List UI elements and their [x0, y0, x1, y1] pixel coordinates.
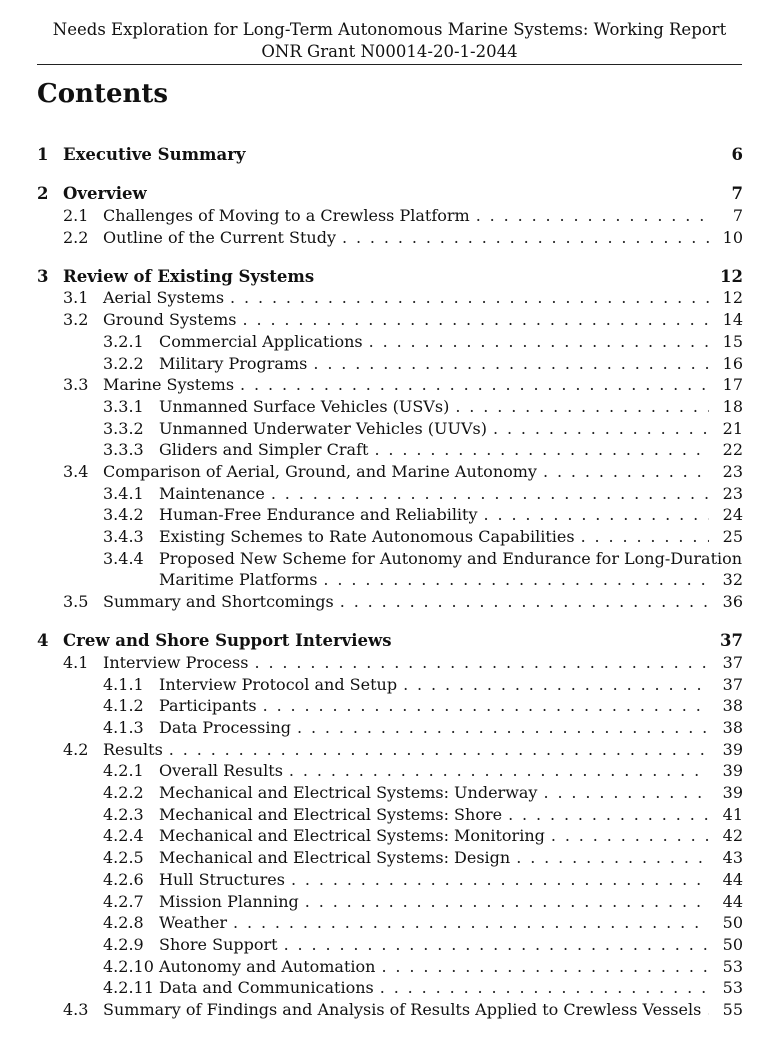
- toc-subsection-row[interactable]: [37, 977, 743, 999]
- entry-page-number: 38: [722, 718, 743, 737]
- entry-number: 3.4.3: [103, 527, 144, 546]
- table-of-contents: [37, 144, 743, 1021]
- toc-subsection-row[interactable]: [37, 804, 743, 826]
- entry-number: 4.2: [63, 739, 89, 759]
- entry-page-number: 39: [722, 783, 743, 803]
- dot-leader: [374, 439, 709, 461]
- entry-page-number: 37: [722, 674, 743, 694]
- toc-subsection-row[interactable]: [37, 483, 743, 505]
- entry-title: Summary and Shortcomings: [103, 592, 334, 612]
- toc-section-row[interactable]: [37, 591, 743, 613]
- entry-number: 3.4: [63, 461, 89, 481]
- entry-number: 3.3: [63, 375, 89, 395]
- entry-title: Shore Support: [159, 934, 278, 954]
- entry-number: 4.1.2: [103, 696, 144, 716]
- entry-page-number: 22: [722, 440, 743, 460]
- entry-title: Aerial Systems: [103, 288, 225, 308]
- entry-title: Mechanical and Electrical Systems: Underway: [159, 783, 538, 803]
- toc-subsection-row[interactable]: [37, 418, 743, 440]
- entry-page-number: 23: [722, 461, 743, 481]
- entry-title: Data Processing: [159, 718, 291, 737]
- dot-leader: [707, 999, 709, 1021]
- toc-subsection-row[interactable]: [37, 695, 743, 717]
- page-title: Contents: [37, 79, 169, 109]
- entry-page-number: 53: [722, 956, 743, 976]
- entry-page-number: 12: [722, 288, 743, 308]
- chapter-page-number: 7: [731, 184, 743, 204]
- entry-page-number: 21: [722, 418, 743, 438]
- entry-title: Mechanical and Electrical Systems: Shore: [159, 804, 503, 824]
- entry-number: 4.2.2: [103, 783, 144, 803]
- entry-number: 3.4.1: [103, 483, 144, 503]
- entry-page-number: 18: [722, 396, 743, 416]
- toc-section-row[interactable]: [37, 999, 743, 1021]
- dot-leader: [551, 825, 709, 847]
- toc-subsection-row[interactable]: [37, 825, 743, 847]
- entry-title: Interview Protocol and Setup: [159, 674, 398, 694]
- entry-page-number: 44: [722, 869, 743, 889]
- chapter-title: Crew and Shore Support Interviews: [63, 631, 392, 651]
- toc-subsection-row[interactable]: [37, 353, 743, 375]
- entry-title: Autonomy and Automation: [159, 956, 376, 976]
- dot-leader: [484, 504, 709, 526]
- toc-subsection-row[interactable]: [37, 548, 743, 570]
- dot-leader: [240, 374, 709, 396]
- toc-subsection-row[interactable]: [37, 439, 743, 461]
- entry-number: 2.2: [63, 227, 89, 247]
- dot-leader: [284, 934, 709, 956]
- toc-chapter-row[interactable]: [37, 144, 743, 166]
- entry-number: 3.5: [63, 592, 89, 612]
- entry-page-number: 38: [722, 696, 743, 716]
- dot-leader: [297, 717, 709, 739]
- dot-leader: [543, 782, 709, 804]
- entry-page-number: 55: [722, 999, 743, 1019]
- entry-number: 4.2.3: [103, 804, 144, 824]
- entry-number: 4.2.11: [103, 978, 154, 998]
- toc-subsection-row[interactable]: [37, 396, 743, 418]
- entry-title: Summary of Findings and Analysis of Results Applied to Crewless Vessels: [103, 999, 702, 1019]
- dot-leader: [169, 739, 709, 761]
- toc-section-row[interactable]: [37, 652, 743, 674]
- report-title: Needs Exploration for Long-Term Autonomous Marine Systems: Working Report: [52, 20, 727, 39]
- toc-subsection-row[interactable]: [37, 782, 743, 804]
- toc-section-row[interactable]: [37, 287, 743, 309]
- entry-page-number: 24: [722, 505, 743, 525]
- toc-section-row[interactable]: [37, 205, 743, 227]
- entry-title: Marine Systems: [103, 375, 235, 395]
- dot-leader: [516, 847, 709, 869]
- entry-title: Overall Results: [159, 761, 283, 781]
- entry-title: Gliders and Simpler Craft: [159, 440, 369, 460]
- toc-section-row[interactable]: [37, 461, 743, 483]
- entry-number: 3.3.3: [103, 440, 144, 460]
- dot-leader: [230, 287, 709, 309]
- grant-number: ONR Grant N00014-20-1-2044: [261, 42, 518, 61]
- entry-title: Interview Process: [103, 652, 249, 672]
- entry-title: Unmanned Surface Vehicles (USVs): [159, 396, 450, 416]
- chapter-gap: [37, 248, 743, 266]
- entry-title: Maritime Platforms: [159, 570, 318, 590]
- entry-number: 4.2.9: [103, 934, 144, 954]
- entry-title: Unmanned Underwater Vehicles (UUVs): [159, 418, 487, 438]
- entry-page-number: 53: [722, 978, 743, 998]
- entry-number: 2.1: [63, 205, 89, 225]
- dot-leader: [581, 526, 709, 548]
- dot-leader: [369, 331, 709, 353]
- entry-page-number: 15: [722, 331, 743, 351]
- toc-chapter-row[interactable]: [37, 630, 743, 652]
- entry-title: Proposed New Scheme for Autonomy and Endurance for Long-Duration: [159, 548, 743, 568]
- entry-title: Outline of the Current Study: [103, 227, 336, 247]
- chapter-number: 3: [37, 266, 49, 286]
- entry-title: Comparison of Aerial, Ground, and Marine Autonomy: [103, 461, 537, 481]
- toc-subsection-row[interactable]: [37, 331, 743, 353]
- chapter-page-number: 12: [720, 266, 743, 286]
- dot-leader: [543, 461, 709, 483]
- toc-continuation-row[interactable]: [37, 569, 743, 591]
- dot-leader: [380, 977, 709, 999]
- dot-leader: [342, 227, 709, 249]
- chapter-number: 1: [37, 145, 49, 164]
- entry-title: Results: [103, 739, 163, 759]
- entry-title: Data and Communications: [159, 978, 374, 998]
- dot-leader: [476, 205, 709, 227]
- entry-title: Weather: [159, 913, 227, 933]
- entry-page-number: 23: [722, 483, 743, 503]
- entry-title: Maintenance: [159, 483, 265, 503]
- entry-title: Hull Structures: [159, 869, 285, 889]
- toc-section-row[interactable]: [37, 739, 743, 761]
- chapter-number: 2: [37, 184, 49, 204]
- toc-subsection-row[interactable]: [37, 934, 743, 956]
- toc-subsection-row[interactable]: [37, 912, 743, 934]
- chapter-title: Overview: [63, 184, 147, 204]
- dot-leader: [271, 483, 709, 505]
- entry-title: Mission Planning: [159, 891, 299, 911]
- entry-number: 3.3.1: [103, 396, 144, 416]
- toc-section-row[interactable]: [37, 227, 743, 249]
- entry-page-number: 32: [722, 570, 743, 590]
- toc-subsection-row[interactable]: [37, 891, 743, 913]
- dot-leader: [323, 569, 709, 591]
- toc-subsection-row[interactable]: [37, 717, 743, 739]
- entry-page-number: 41: [722, 804, 743, 824]
- entry-title: Mechanical and Electrical Systems: Design: [159, 848, 511, 868]
- entry-title: Commercial Applications: [159, 331, 363, 351]
- entry-number: 4.2.4: [103, 826, 144, 846]
- entry-number: 3.4.4: [103, 548, 144, 568]
- entry-title: Mechanical and Electrical Systems: Monitoring: [159, 826, 545, 846]
- toc-section-row[interactable]: [37, 374, 743, 396]
- entry-page-number: 10: [722, 227, 743, 247]
- toc-subsection-row[interactable]: [37, 956, 743, 978]
- entry-page-number: 50: [722, 913, 743, 933]
- dot-leader: [340, 591, 709, 613]
- chapter-number: 4: [37, 631, 49, 651]
- entry-number: 3.2: [63, 310, 89, 330]
- entry-page-number: 43: [722, 848, 743, 868]
- entry-number: 4.2.8: [103, 913, 144, 933]
- entry-number: 4.2.5: [103, 848, 144, 868]
- dot-leader: [243, 309, 710, 331]
- entry-page-number: 36: [722, 592, 743, 612]
- dot-leader: [291, 869, 709, 891]
- toc-section-row[interactable]: [37, 309, 743, 331]
- entry-page-number: 50: [722, 934, 743, 954]
- chapter-title: Executive Summary: [63, 145, 246, 164]
- entry-title: Challenges of Moving to a Crewless Platform: [103, 205, 470, 225]
- entry-page-number: 39: [722, 739, 743, 759]
- toc-subsection-row[interactable]: [37, 760, 743, 782]
- toc-subsection-row[interactable]: [37, 869, 743, 891]
- toc-subsection-row[interactable]: [37, 504, 743, 526]
- dot-leader: [263, 695, 709, 717]
- dot-leader: [455, 396, 709, 418]
- entry-number: 4.2.6: [103, 869, 144, 889]
- entry-page-number: 17: [722, 375, 743, 395]
- chapter-page-number: 37: [720, 631, 743, 651]
- dot-leader: [254, 652, 709, 674]
- dot-leader: [403, 674, 709, 696]
- chapter-gap: [37, 166, 743, 184]
- entry-page-number: 25: [722, 527, 743, 546]
- entry-title: Military Programs: [159, 353, 308, 373]
- toc-subsection-row[interactable]: [37, 526, 743, 548]
- header-divider: [37, 64, 742, 65]
- entry-number: 4.1.3: [103, 718, 144, 737]
- dot-leader: [381, 956, 709, 978]
- chapter-page-number: 6: [731, 145, 743, 164]
- entry-number: 3.2.1: [103, 331, 144, 351]
- dot-leader: [289, 760, 709, 782]
- chapter-gap: [37, 613, 743, 631]
- entry-number: 4.2.1: [103, 761, 144, 781]
- toc-chapter-row[interactable]: [37, 183, 743, 205]
- entry-title: Participants: [159, 696, 257, 716]
- entry-page-number: 14: [722, 310, 743, 330]
- toc-subsection-row[interactable]: [37, 674, 743, 696]
- entry-title: Ground Systems: [103, 310, 237, 330]
- entry-page-number: 42: [722, 826, 743, 846]
- entry-title: Existing Schemes to Rate Autonomous Capabilities: [159, 527, 575, 546]
- entry-number: 3.3.2: [103, 418, 144, 438]
- toc-subsection-row[interactable]: [37, 847, 743, 869]
- entry-page-number: 7: [732, 205, 743, 225]
- dot-leader: [508, 804, 709, 826]
- running-header: [37, 19, 742, 63]
- entry-page-number: 44: [722, 891, 743, 911]
- entry-number: 4.1: [63, 652, 89, 672]
- entry-number: 3.4.2: [103, 505, 144, 525]
- entry-number: 4.2.10: [103, 956, 154, 976]
- entry-page-number: 37: [722, 652, 743, 672]
- chapter-title: Review of Existing Systems: [63, 266, 315, 286]
- entry-page-number: 39: [722, 761, 743, 781]
- dot-leader: [305, 891, 709, 913]
- dot-leader: [493, 418, 709, 440]
- entry-title: Human-Free Endurance and Reliability: [159, 505, 478, 525]
- dot-leader: [313, 353, 709, 375]
- entry-number: 4.2.7: [103, 891, 144, 911]
- entry-number: 4.3: [63, 999, 89, 1019]
- entry-page-number: 16: [722, 353, 743, 373]
- entry-number: 3.2.2: [103, 353, 144, 373]
- entry-number: 4.1.1: [103, 674, 144, 694]
- toc-chapter-row[interactable]: [37, 266, 743, 288]
- dot-leader: [233, 912, 709, 934]
- entry-number: 3.1: [63, 288, 89, 308]
